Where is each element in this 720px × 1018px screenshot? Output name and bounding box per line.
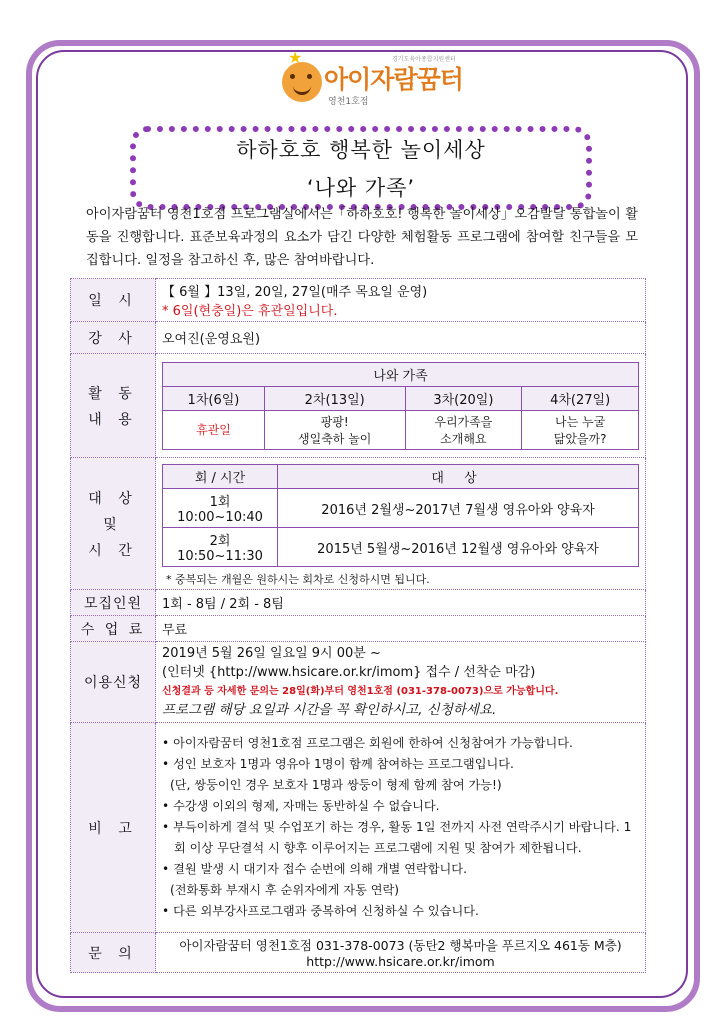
session-name: 2차(13일) [264, 386, 405, 410]
target-col2: 대 상 [278, 465, 639, 489]
schedule-line1: 【 6월 】13일, 20일, 27일(매주 목요일 운영) [162, 285, 428, 300]
session-name: 1차(6일) [163, 386, 265, 410]
target-desc: 2016년 2월생~2017년 7월생 영유아와 양육자 [278, 489, 639, 528]
session-content-line: 닮았을까? [553, 431, 607, 446]
target-note: * 중복되는 개월은 원하시는 회차로 신청하시면 됩니다. [166, 573, 430, 586]
label-target-2: 및 [103, 516, 123, 533]
remark-item: • 아이자람꿈터 영천1호점 프로그램은 회원에 한하여 신청참여가 가능합니다. [162, 736, 573, 750]
apply-line1: 2019년 5월 26일 일요일 9시 00분 ~ [162, 646, 381, 661]
label-schedule: 일 시 [71, 279, 156, 322]
remark-item: (단, 쌍둥이인 경우 보호자 1명과 쌍둥이 형제 함께 참여 가능!) [170, 778, 502, 792]
row-target [71, 458, 646, 590]
row-fee [71, 616, 646, 642]
contact-url[interactable]: http://www.hsicare.or.kr/imom [306, 954, 495, 969]
row-activity [71, 354, 646, 458]
label-target-1: 대 상 [88, 490, 138, 507]
intro-paragraph: 아이자람꿈터 영천1호점 프로그램실에서는「하하호호! 행복한 놀이세상」오감발달 통합놀이 활동을 진행합니다. 표준보육과정의 요소가 담긴 다양한 체험활동 프로그램에 참여할 친구들을 모집합니다. 일정을 참고하신 후, 많은 참여바랍니다. [86, 207, 638, 268]
logo [282, 48, 463, 112]
capacity-value: 1회 - 8팀 / 2회 - 8팀 [156, 590, 646, 616]
row-remarks [71, 723, 646, 933]
title-line1: 하하호호 행복한 놀이세상 [236, 138, 486, 162]
title-line2: ‘나와 가족’ [306, 176, 416, 200]
target-session [163, 528, 278, 567]
session-name: 3차(20일) [405, 386, 522, 410]
fee-value: 무료 [156, 616, 646, 642]
session-content-line: 나는 누굴 [555, 414, 606, 429]
remark-item: (전화통화 부재시 후 순위자에게 자동 연락) [170, 883, 400, 897]
session-content [405, 410, 522, 449]
remark-item: • 성인 보호자 1명과 영유아 1명이 함께 참여하는 프로그램입니다. [162, 757, 514, 771]
session-name: 4차(27일) [522, 386, 639, 410]
star-icon: ★ [288, 48, 303, 67]
activity-value [156, 354, 646, 458]
activity-table [162, 362, 639, 450]
row-schedule [71, 279, 646, 322]
smiley-face-icon [282, 62, 322, 102]
remarks-value [156, 723, 646, 933]
target-desc: 2015년 5월생~2016년 12월생 영유아와 양육자 [278, 528, 639, 567]
row-instructor [71, 322, 646, 354]
remark-item: • 다른 외부강사프로그램과 중복하여 신청하실 수 있습니다. [162, 904, 479, 918]
target-col1: 회 / 시간 [163, 465, 278, 489]
schedule-value [156, 279, 646, 322]
label-instructor: 강 사 [71, 322, 156, 354]
label-capacity: 모집인원 [71, 590, 156, 616]
logo-name: 아이자람꿈터 [324, 65, 463, 94]
label-apply: 이용신청 [71, 642, 156, 723]
remarks-list [162, 733, 639, 922]
schedule-line2: * 6일(현충일)은 휴관일입니다. [162, 304, 338, 319]
apply-value [156, 642, 646, 723]
label-remarks: 비 고 [71, 723, 156, 933]
target-value [156, 458, 646, 590]
session-content [522, 410, 639, 449]
session-number: 1회 [209, 495, 231, 510]
target-table [162, 464, 639, 567]
remark-item: • 수강생 이외의 형제, 자매는 동반하실 수 없습니다. [162, 799, 440, 813]
session-content [163, 410, 265, 449]
label-contact: 문 의 [71, 933, 156, 973]
apply-line4: 프로그램 해당 요일과 시간을 꼭 확인하시고, 신청하세요. [162, 702, 497, 718]
row-apply [71, 642, 646, 723]
logo-sub: 영천1호점 [328, 97, 369, 107]
row-capacity [71, 590, 646, 616]
info-table [70, 278, 646, 973]
label-target-3: 시 간 [88, 542, 138, 559]
label-activity-1: 활 동 [88, 385, 138, 402]
apply-line3: 신청결과 등 자세한 문의는 28일(화)부터 영천1호점 (031-378-0073)으로 가능합니다. [162, 686, 559, 697]
remark-item: • 부득이하게 결석 및 수업포기 하는 경우, 활동 1일 전까지 사전 연락주시기 바랍니다. 1회 이상 무단결석 시 향후 이루어지는 프로그램에 지원 및 참여가 제한됩니다. [162, 820, 632, 855]
label-fee: 수 업 료 [71, 616, 156, 642]
session-time: 10:00~10:40 [177, 510, 263, 525]
label-target [71, 458, 156, 590]
instructor-value: 오여진(운영요원) [156, 322, 646, 354]
contact-value [156, 933, 646, 973]
session-number: 2회 [209, 534, 231, 549]
activity-header: 나와 가족 [163, 362, 639, 386]
apply-line2: (인터넷 {http://www.hsicare.or.kr/imom} 접수 / 선착순 마감) [162, 665, 536, 680]
contact-line1: 아이자람꿈터 영천1호점 031-378-0073 (동탄2 행복마을 푸르지오 461동 M층) [179, 938, 622, 953]
session-content-line: 우리가족을 [434, 414, 493, 429]
label-activity-2: 내 용 [88, 411, 138, 428]
title-box [130, 126, 592, 210]
remark-item: • 결원 발생 시 대기자 접수 순번에 의해 개별 연락합니다. [162, 862, 467, 876]
session-time: 10:50~11:30 [177, 549, 263, 564]
session-content-line: 팡팡! [320, 414, 349, 429]
row-contact [71, 933, 646, 973]
logo-tiny: 경기도육아종합지원센터 [392, 56, 456, 63]
label-activity [71, 354, 156, 458]
session-content-line: 휴관일 [196, 423, 231, 437]
session-content-line: 생일축하 놀이 [298, 431, 372, 446]
target-session [163, 489, 278, 528]
session-content-line: 소개해요 [440, 431, 487, 446]
session-content [264, 410, 405, 449]
